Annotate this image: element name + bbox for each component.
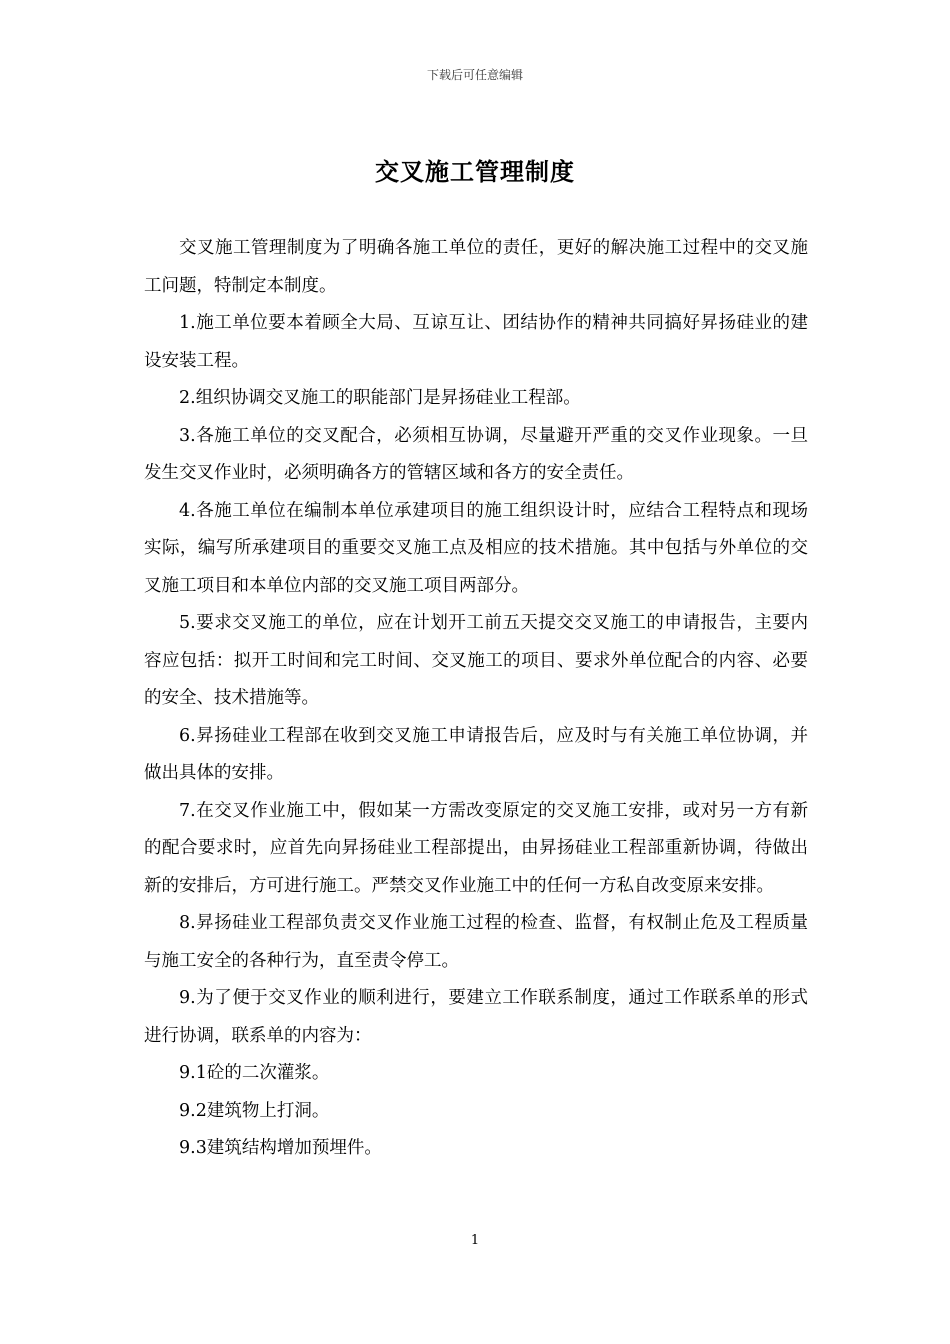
paragraph-item-9-3: 9.3建筑结构增加预埋件。 [179, 1138, 382, 1158]
paragraph-item-5: 5.要求交叉施工的单位，应在计划开工前五天提交交叉施工的申请报告，主要内容应包括：拟开工时间和完工时间、交叉施工的项目、要求外单位配合的内容、必要的安全、技术措施等。 [144, 613, 808, 708]
paragraph-item-9: 9.为了便于交叉作业的顺利进行，要建立工作联系制度，通过工作联系单的形式进行协调，联系单的内容为： [144, 988, 808, 1046]
page-number: 1 [470, 1233, 480, 1248]
paragraph-item-3: 3.各施工单位的交叉配合，必须相互协调，尽量避开严重的交叉作业现象。一旦发生交叉作业时，必须明确各方的管辖区域和各方的安全责任。 [144, 425, 808, 483]
paragraph-item-2: 2.组织协调交叉施工的职能部门是昇扬硅业工程部。 [179, 388, 581, 408]
paragraph-item-1: 1.施工单位要本着顾全大局、互谅互让、团结协作的精神共同搞好昇扬硅业的建设安装工程。 [144, 313, 808, 371]
paragraph-item-7: 7.在交叉作业施工中，假如某一方需改变原定的交叉施工安排，或对另一方有新的配合要求时，应首先向昇扬硅业工程部提出，由昇扬硅业工程部重新协调，待做出新的安排后，方可进行施工。严禁交叉作业施工中的任何一方私自改变原来安排。 [144, 800, 808, 896]
paragraph-item-8: 8.昇扬硅业工程部负责交叉作业施工过程的检查、监督，有权制止危及工程质量与施工安全的各种行为，直至责令停工。 [144, 913, 808, 971]
document-title: 交叉施工管理制度 [375, 158, 575, 186]
paragraph-item-4: 4.各施工单位在编制本单位承建项目的施工组织设计时，应结合工程特点和现场实际，编写所承建项目的重要交叉施工点及相应的技术措施。其中包括与外单位的交叉施工项目和本单位内部的交叉施工项目两部分。 [144, 500, 808, 596]
paragraph-item-9-2: 9.2建筑物上打洞。 [179, 1100, 330, 1121]
header-note: 下载后可任意编辑 [426, 68, 523, 82]
document-body [144, 230, 808, 1168]
paragraph-item-6: 6.昇扬硅业工程部在收到交叉施工申请报告后，应及时与有关施工单位协调，并做出具体的安排。 [144, 725, 808, 783]
paragraph-item-9-1: 9.1砼的二次灌浆。 [179, 1063, 330, 1083]
paragraph-intro: 交叉施工管理制度为了明确各施工单位的责任，更好的解决施工过程中的交叉施工问题，特制定本制度。 [144, 238, 808, 296]
